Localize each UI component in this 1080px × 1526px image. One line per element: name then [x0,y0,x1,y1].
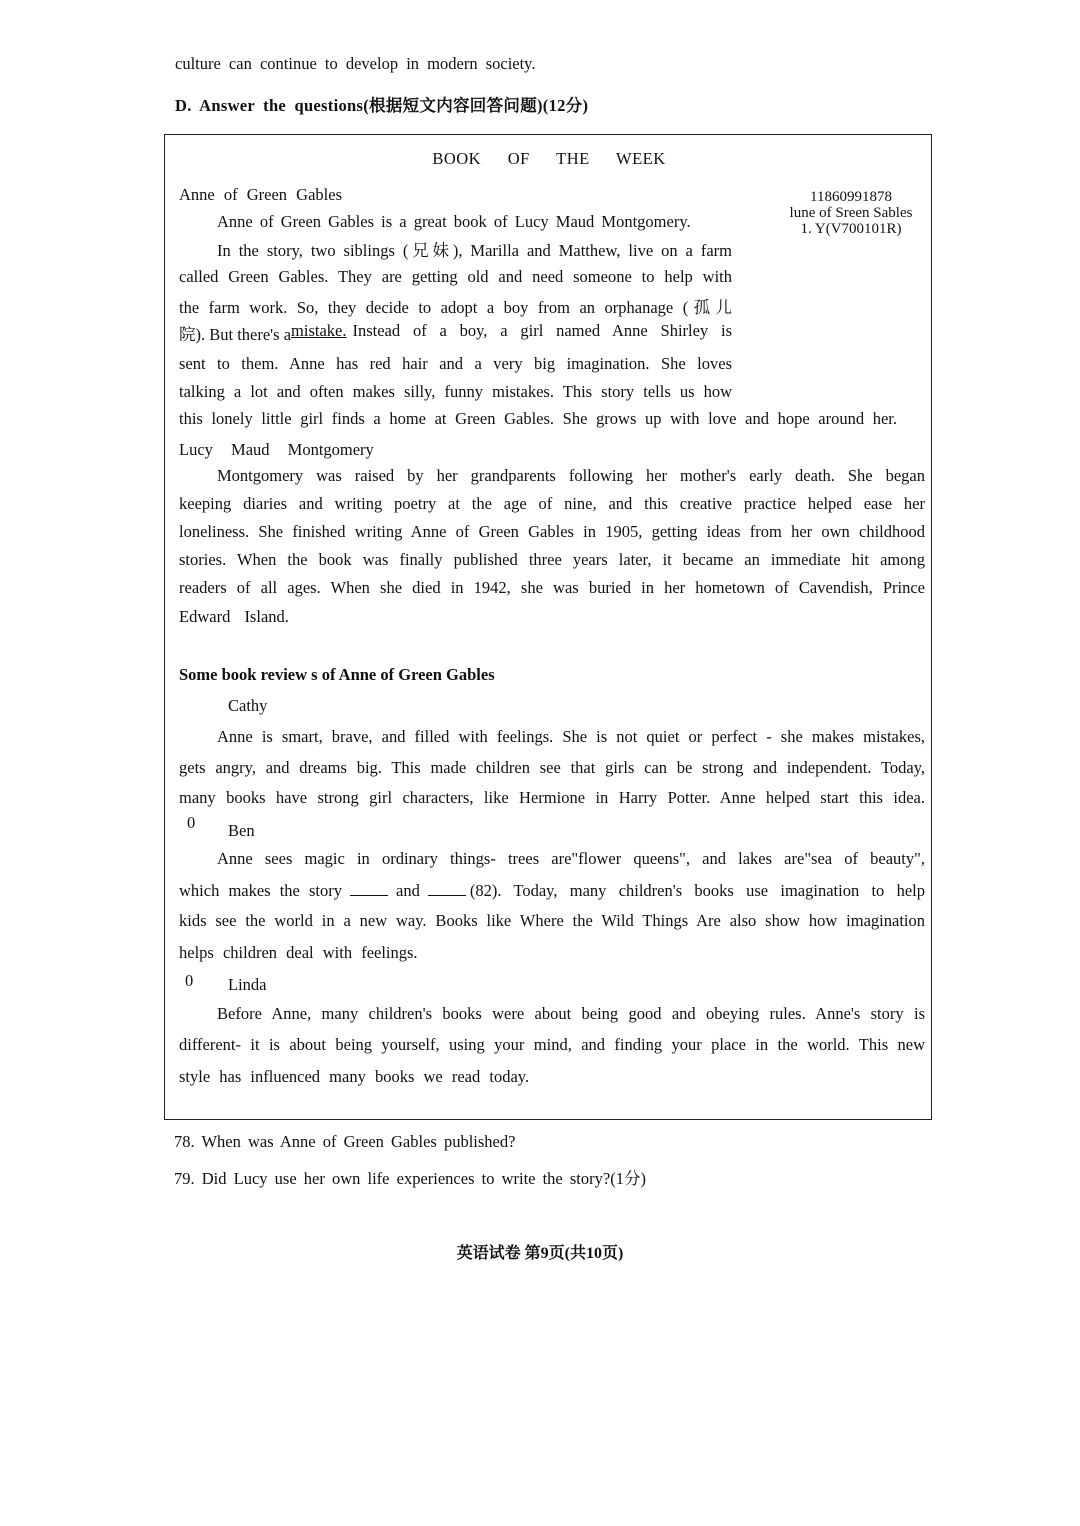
reviewer-name: Ben [228,821,255,840]
reading-passage-box [164,134,932,1120]
author-heading: Lucy Maud Montgomery [179,440,374,459]
underlined-word-mistake: mistake. [291,321,347,340]
reviewer-name: Linda [228,975,267,994]
book-heading: Anne of Green Gables [179,185,342,204]
review-text: and [396,881,420,900]
review-line: many books have strong girl characters, like Hermione in Harry Potter. Anne helped start this idea. [179,788,925,807]
reviews-heading: Some book review s of Anne of Green Gables [179,665,495,684]
answer-blank-2[interactable] [428,883,466,896]
author-line: keeping diaries and writing poetry at the age of nine, and this creative practice helped ease her [179,494,925,513]
stamp-line-3: 1. Y(V700101R) [800,221,902,237]
review-line: different- it is about being yourself, using your mind, and finding your place in the world. This new [179,1035,925,1054]
book-line: called Green Gables. They are getting old and need someone to help with [179,267,732,286]
stamp-line-2: lune of Sreen Sables [789,205,913,221]
review-line: style has influenced many books we read today. [179,1067,530,1086]
book-line: this lonely little girl finds a home at Green Gables. She grows up with love and hope around her. [179,409,897,428]
book-line: the farm work. So, they decide to adopt a boy from an orphanage (孤儿 [179,298,732,317]
author-line: readers of all ages. When she died in 1942, she was buried in her hometown of Cavendish, Prince [179,578,925,597]
review-line: helps children deal with feelings. [179,943,418,962]
answer-blank-1[interactable] [350,883,388,896]
question-79: 79. Did Lucy use her own life experiences to write the story?(1分) [174,1169,646,1188]
review-marker: 0 [187,813,196,832]
author-line: Edward Island. [179,607,289,626]
review-text: (82). Today, many children's books use imagination to help [469,881,925,900]
book-line: sent to them. Anne has red hair and a very big imagination. She loves [179,354,732,373]
stamp-text [761,189,941,237]
review-line: Anne is smart, brave, and filled with feelings. She is not quiet or perfect - she makes mistakes, [217,727,925,746]
review-line: Anne sees magic in ordinary things- trees are"flower queens", and lakes are"sea of beauty", [217,849,925,868]
continued-text-line: culture can continue to develop in modern society. [175,54,536,73]
book-line: talking a lot and often makes silly, funny mistakes. This story tells us how [179,382,732,401]
book-line: Anne of Green Gables is a great book of Lucy Maud Montgomery. [217,212,691,231]
review-marker: 0 [185,971,194,990]
review-line: gets angry, and dreams big. This made children see that girls can be strong and independent. Today, [179,758,925,777]
reviewer-name: Cathy [228,696,268,715]
passage-title: BOOK OF THE WEEK [432,149,666,168]
book-line: In the story, two siblings (兄妹), Marilla and Matthew, live on a farm [217,241,732,260]
book-line-end: Instead of a boy, a girl named Anne Shirley is [352,321,732,340]
review-line: Before Anne, many children's books were about being good and obeying rules. Anne's story is [217,1004,925,1023]
review-line: kids see the world in a new way. Books like Where the Wild Things Are also show how imagination [179,911,925,930]
author-line: stories. When the book was finally published three years later, it became an immediate hit among [179,550,925,569]
review-text: which makes the story [179,881,343,900]
author-line: Montgomery was raised by her grandparents following her mother's early death. She began [217,466,925,485]
question-78: 78. When was Anne of Green Gables published? [174,1132,516,1151]
page-footer: 英语试卷 第9页(共10页) [456,1245,624,1262]
book-line-start: 院). But there's a [179,325,292,344]
stamp-line-1: 11860991878 [810,189,892,205]
book-line [179,321,732,345]
review-line-with-blanks [179,881,925,901]
author-line: loneliness. She finished writing Anne of Green Gables in 1905, getting ideas from her own childhood [179,522,925,541]
section-title: D. Answer the questions(根据短文内容回答问题)(12分) [175,96,589,115]
